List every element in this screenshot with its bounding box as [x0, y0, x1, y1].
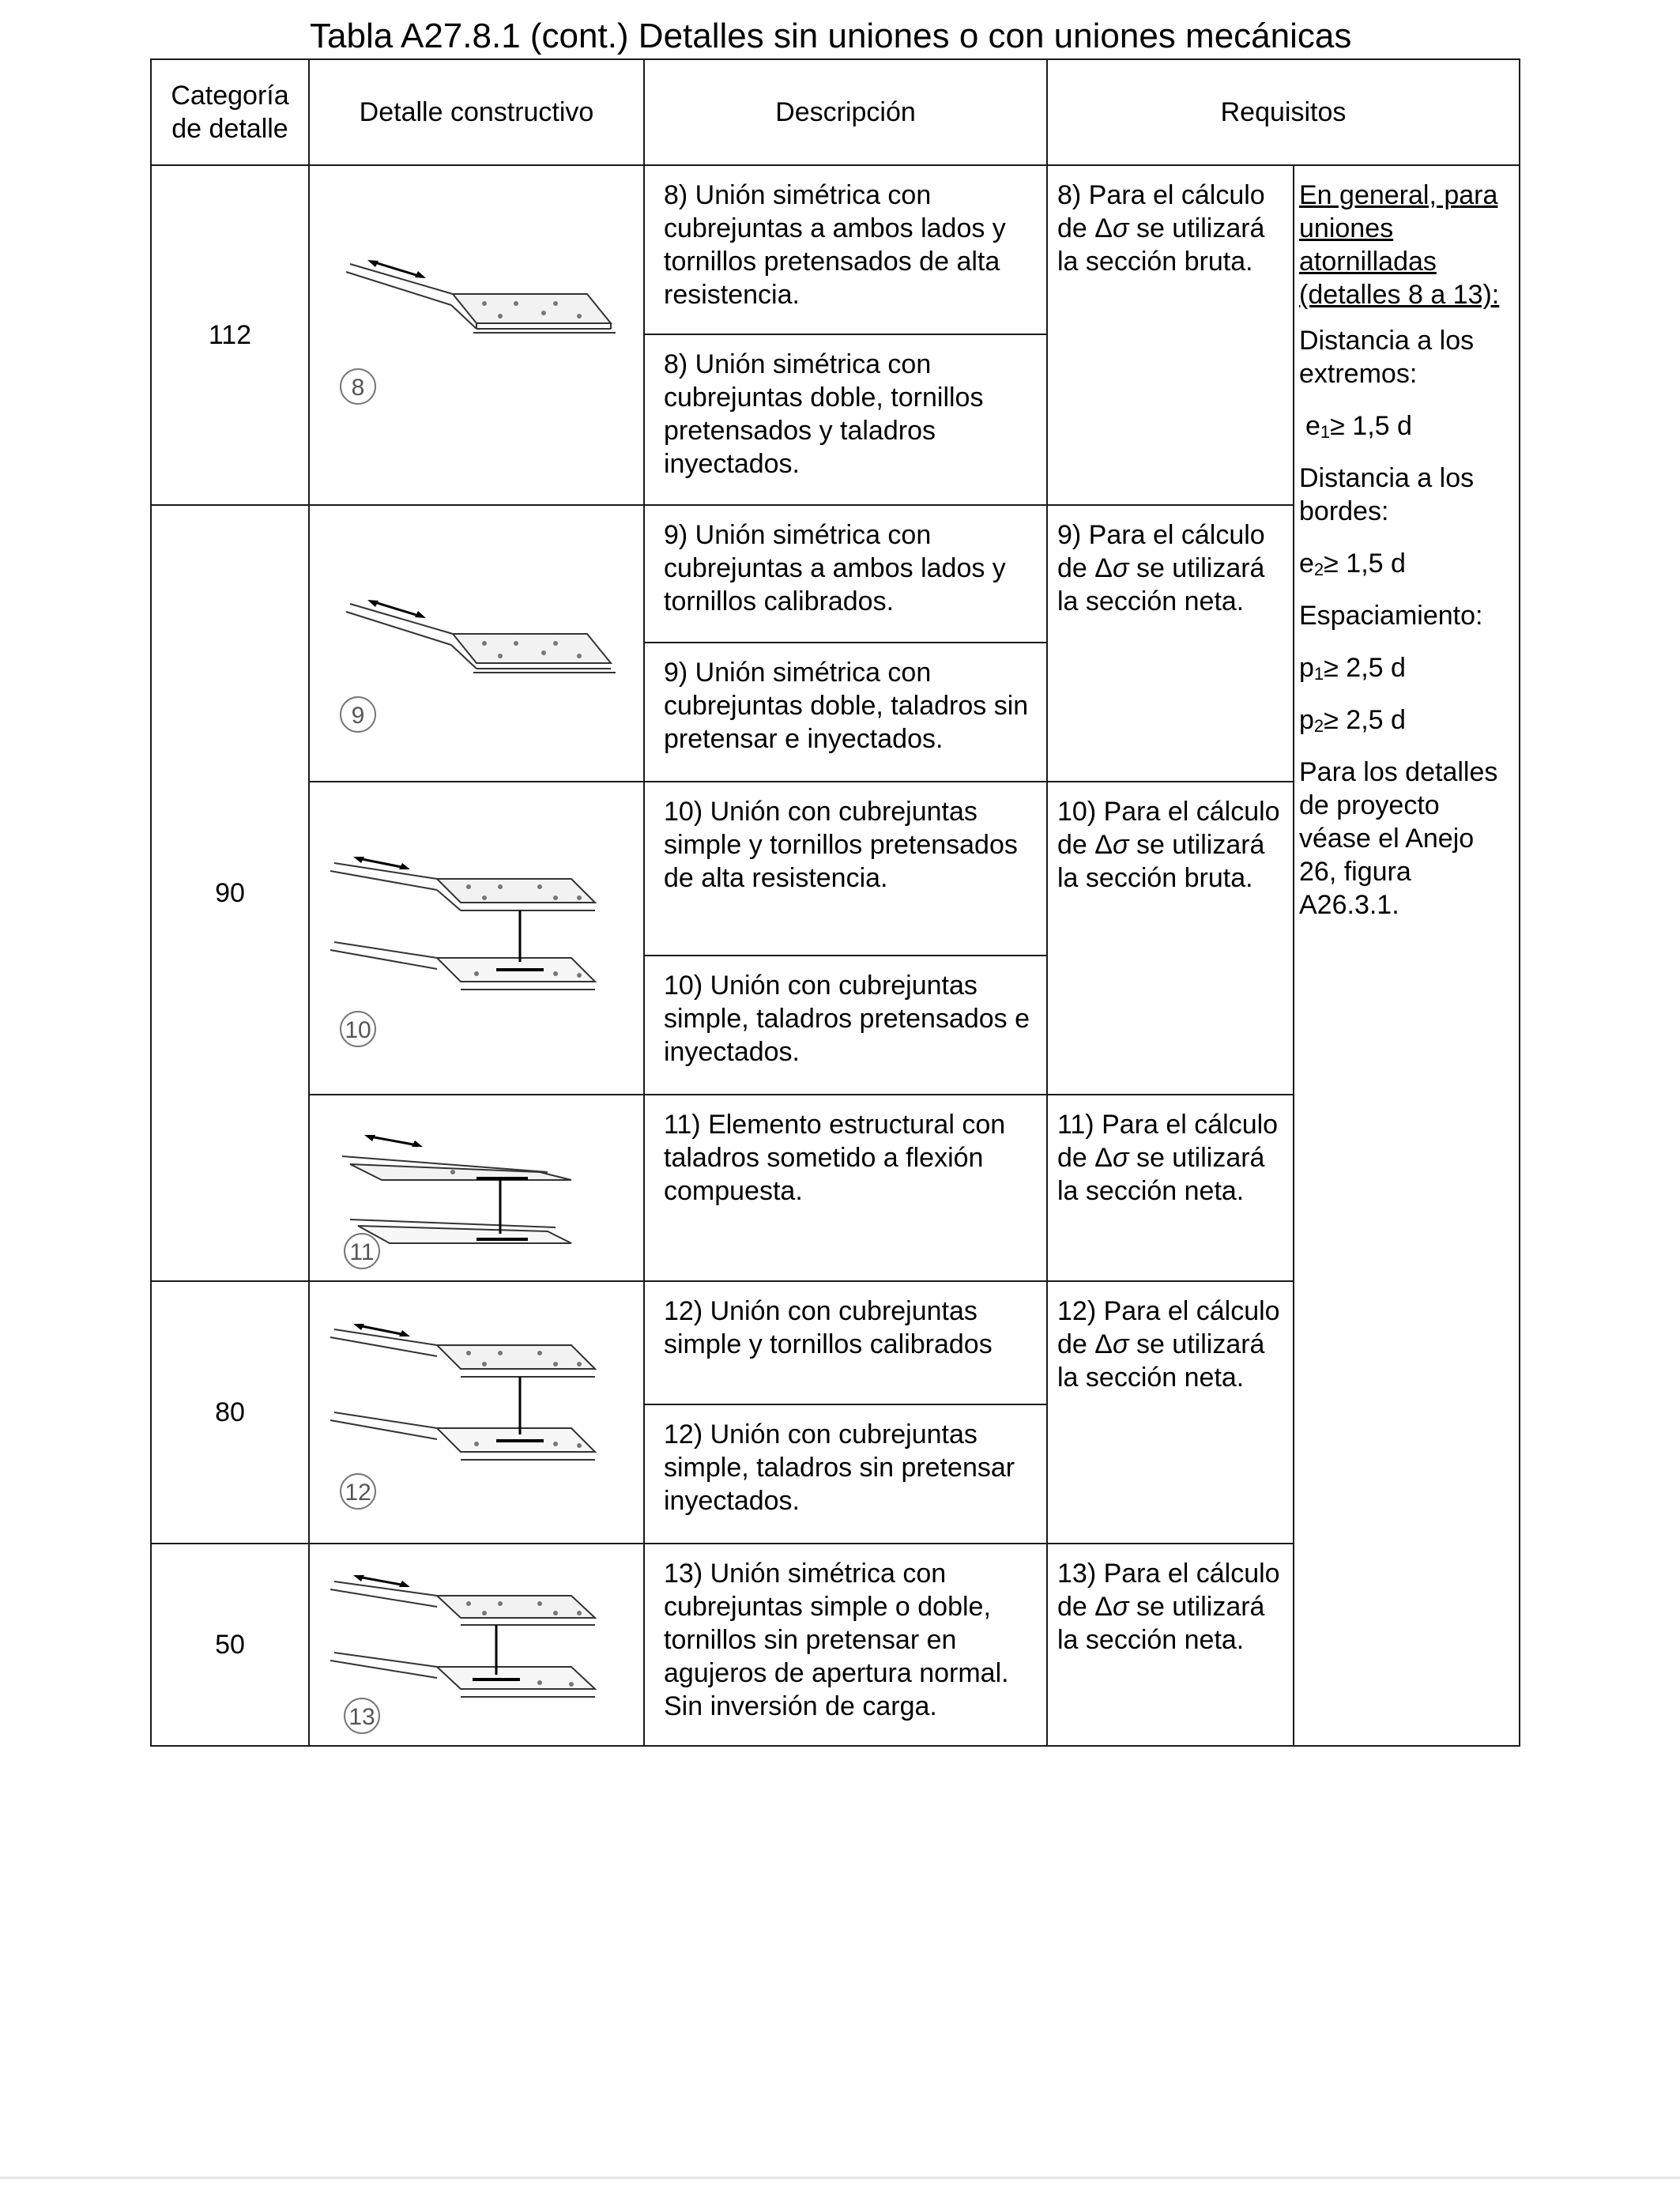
- description-10a: 10) Unión con cubrejuntas simple y tornillos pretensados de alta resistencia.: [644, 782, 1047, 956]
- figure-number-8: 8: [351, 375, 365, 401]
- requirement-12: 12) Para el cálculo de Δσ se utilizará la sección neta.: [1047, 1281, 1294, 1544]
- detail-12-drawing: [318, 1286, 635, 1539]
- requirement-10: 10) Para el cálculo de Δσ se utilizará la sección bruta.: [1047, 782, 1294, 1095]
- header-detail: Detalle constructivo: [309, 59, 644, 165]
- general-heading: En general, para uniones atornilladas (detalles 8 a 13):: [1299, 180, 1500, 310]
- figure-number-9: 9: [351, 703, 365, 729]
- figure-detail-9: [309, 505, 644, 782]
- figure-detail-8: [309, 165, 644, 505]
- p2-requirement: $p_2\ge 2,5$ d: [1299, 705, 1406, 736]
- page-bottom-divider: [0, 2177, 1680, 2179]
- description-13: 13) Unión simétrica con cubrejuntas simple o doble, tornillos sin pretensar en agujeros de apertura normal. Sin inversión de carga.: [644, 1544, 1047, 1746]
- figure-detail-13: [309, 1544, 644, 1746]
- detail-9-drawing: [318, 533, 635, 754]
- description-9b: 9) Unión simétrica con cubrejuntas doble, taladros sin pretensar e inyectados.: [644, 643, 1047, 782]
- project-note: Para los detalles de proyecto véase el Anejo 26, figura A26.3.1.: [1299, 757, 1498, 920]
- description-12b: 12) Unión con cubrejuntas simple, taladros sin pretensar inyectados.: [644, 1404, 1047, 1544]
- requirement-9: 9) Para el cálculo de Δσ se utilizará la sección neta.: [1047, 505, 1294, 782]
- fatigue-details-table: [150, 58, 1520, 1747]
- detail-13-drawing: [318, 1550, 635, 1740]
- detail-11-drawing: [318, 1101, 635, 1275]
- description-8a: 8) Unión simétrica con cubrejuntas a ambos lados y tornillos pretensados de alta resistencia.: [644, 165, 1047, 334]
- figure-detail-12: [309, 1281, 644, 1544]
- description-8b: 8) Unión simétrica con cubrejuntas doble, tornillos pretensados y taladros inyectados.: [644, 334, 1047, 505]
- header-description: Descripción: [644, 59, 1047, 165]
- detail-10-drawing: [318, 792, 635, 1084]
- general-requirements: [1294, 165, 1520, 1746]
- figure-detail-10: [309, 782, 644, 1095]
- figure-detail-11: [309, 1095, 644, 1281]
- e2-requirement: $e_2\ge 1,5$ d: [1299, 548, 1406, 579]
- table-title: Tabla A27.8.1 (cont.) Detalles sin uniones o con uniones mecánicas: [310, 17, 1352, 55]
- edge-distance-label: Distancia a los bordes:: [1299, 463, 1475, 526]
- description-12a: 12) Unión con cubrejuntas simple y tornillos calibrados: [644, 1281, 1047, 1404]
- figure-number-12: 12: [345, 1480, 371, 1506]
- figure-number-10: 10: [345, 1017, 371, 1043]
- end-distance-label: Distancia a los extremos:: [1299, 326, 1475, 389]
- requirement-11: 11) Para el cálculo de Δσ se utilizará la sección neta.: [1047, 1095, 1294, 1281]
- header-category: Categoría de detalle: [151, 59, 309, 165]
- spacing-label: Espaciamiento:: [1299, 601, 1483, 631]
- requirement-8: 8) Para el cálculo de Δσ se utilizará la sección bruta.: [1047, 165, 1294, 505]
- description-11: 11) Elemento estructural con taladros sometido a flexión compuesta.: [644, 1095, 1047, 1281]
- figure-number-13: 13: [348, 1704, 375, 1730]
- description-10b: 10) Unión con cubrejuntas simple, taladros pretensados e inyectados.: [644, 956, 1047, 1095]
- p1-requirement: $p_1\ge 2,5$ d: [1299, 653, 1406, 684]
- description-9a: 9) Unión simétrica con cubrejuntas a ambos lados y tornillos calibrados.: [644, 505, 1047, 643]
- category-80: 80: [151, 1281, 309, 1544]
- figure-number-11: 11: [349, 1239, 375, 1265]
- category-50: 50: [151, 1544, 309, 1746]
- category-112: 112: [151, 165, 309, 505]
- category-90: 90: [151, 505, 309, 1281]
- header-row: [151, 59, 1520, 165]
- requirement-13: 13) Para el cálculo de Δσ se utilizará la sección neta.: [1047, 1544, 1294, 1746]
- header-requirements: Requisitos: [1047, 59, 1520, 165]
- table-row: [151, 165, 1520, 334]
- e1-requirement: $e_1\ge 1,5$ d: [1305, 411, 1412, 442]
- detail-8-drawing: [318, 217, 635, 454]
